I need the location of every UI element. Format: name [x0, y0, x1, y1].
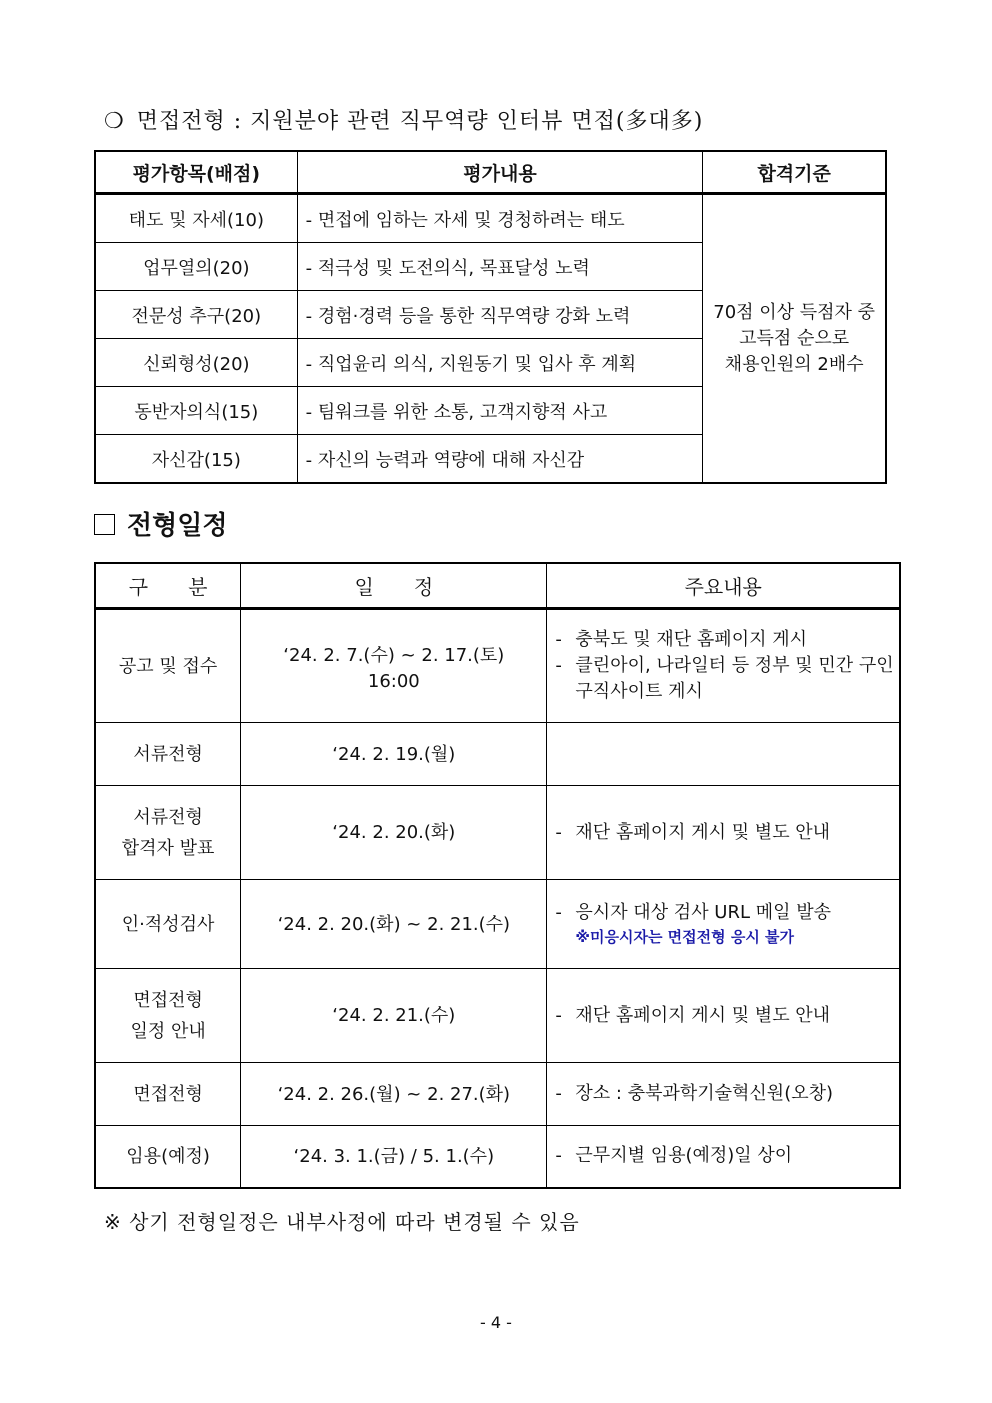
- table-header-row: [95, 151, 886, 194]
- detail-item: [555, 627, 899, 653]
- pass-criteria-cell: [703, 194, 886, 484]
- schedule-footnote: ※ 상기 전형일정은 내부사정에 따라 변경될 수 있음: [104, 1210, 580, 1234]
- eval-content-cell: - 직업윤리 의식, 지원동기 및 입사 후 계획: [297, 339, 703, 387]
- detail-item: [555, 1143, 899, 1169]
- details-cell: [547, 969, 900, 1063]
- date-cell: [241, 1126, 547, 1188]
- detail-item: [555, 900, 899, 926]
- stage-line: 서류전형: [133, 743, 203, 765]
- dash-bullet: -: [555, 902, 562, 923]
- table-header-row: [95, 563, 900, 609]
- detail-text: 장소 : 충북과학기술혁신원(오창): [575, 1083, 834, 1104]
- date-line: ‘24. 2. 7.(수) ~ 2. 17.(토): [283, 644, 505, 666]
- detail-item: [555, 1003, 899, 1029]
- date-cell: [241, 723, 547, 786]
- eval-content-cell: - 경험·경력 등을 통한 직무역량 강화 노력: [297, 291, 703, 339]
- date-line: ‘24. 2. 21.(수): [332, 1005, 456, 1026]
- details-cell: [547, 786, 900, 880]
- details-cell: [547, 723, 900, 786]
- stage-line: 일정 안내: [130, 1020, 206, 1042]
- details-cell: [547, 1126, 900, 1188]
- details-cell: [547, 609, 900, 723]
- eval-item-cell: 자신감(15): [95, 435, 297, 484]
- eval-content-cell: - 자신의 능력과 역량에 대해 자신감: [297, 435, 703, 484]
- date-cell: [241, 969, 547, 1063]
- eval-item-cell: 신뢰형성(20): [95, 339, 297, 387]
- table-row: [95, 1063, 900, 1126]
- stage-cell: [95, 880, 241, 969]
- header-details: 주요내용: [547, 563, 900, 609]
- eval-item-cell: 업무열의(20): [95, 243, 297, 291]
- detail-text: 클린아이, 나라일터 등 정부 및 민간 구인구직사이트 게시: [575, 655, 894, 702]
- detail-item: [555, 653, 899, 705]
- stage-cell: [95, 723, 241, 786]
- header-date: 일 정: [241, 563, 547, 609]
- eval-item-cell: 태도 및 자세(10): [95, 194, 297, 243]
- stage-cell: [95, 969, 241, 1063]
- detail-text: 충북도 및 재단 홈페이지 게시: [575, 629, 807, 650]
- header-stage: 구 분: [95, 563, 241, 609]
- dash-bullet: -: [555, 655, 562, 676]
- stage-line: 공고 및 접수: [118, 655, 218, 677]
- detail-text: 재단 홈페이지 게시 및 별도 안내: [575, 1004, 831, 1026]
- schedule-table: [94, 562, 901, 1189]
- stage-line: 임용(예정): [126, 1145, 210, 1167]
- schedule-heading-text: 전형일정: [127, 511, 228, 541]
- table-row: [95, 880, 900, 969]
- interview-evaluation-table: [94, 150, 887, 484]
- header-eval-content: 평가내용: [297, 151, 703, 194]
- detail-item: [555, 820, 899, 846]
- pass-criteria-line: 70점 이상 득점자 중: [713, 301, 876, 323]
- table-row: [95, 194, 886, 243]
- stage-line: 면접전형: [133, 1083, 203, 1105]
- circle-bullet-icon: ❍: [104, 109, 125, 134]
- table-row: [95, 1126, 900, 1188]
- date-line: ‘24. 2. 20.(화) ~ 2. 21.(수): [277, 913, 511, 935]
- dash-bullet: -: [555, 1083, 562, 1104]
- date-cell: [241, 786, 547, 880]
- detail-text: 근무지별 임용(예정)일 상이: [575, 1145, 793, 1167]
- date-cell: [241, 609, 547, 723]
- details-cell: [547, 1063, 900, 1126]
- dash-bullet: -: [555, 821, 562, 843]
- table-row: [95, 609, 900, 723]
- table-row: [95, 969, 900, 1063]
- table-row: [95, 723, 900, 786]
- detail-note: ※미응시자는 면접전형 응시 불가: [575, 928, 795, 946]
- stage-cell: [95, 786, 241, 880]
- interview-heading: [104, 104, 703, 135]
- square-bullet-icon: [94, 514, 115, 535]
- dash-bullet: -: [555, 1145, 562, 1167]
- header-eval-item: 평가항목(배점): [95, 151, 297, 194]
- stage-cell: [95, 1126, 241, 1188]
- pass-criteria-line: 채용인원의 2배수: [724, 353, 864, 375]
- interview-heading-text: 면접전형 : 지원분야 관련 직무역량 인터뷰 면접(多대多): [136, 109, 704, 134]
- detail-item: [555, 1081, 899, 1107]
- date-line: ‘24. 2. 19.(월): [332, 743, 456, 765]
- detail-text: 응시자 대상 검사 URL 메일 발송: [575, 902, 832, 923]
- stage-line: 인·적성검사: [121, 913, 215, 935]
- stage-line: 서류전형: [133, 806, 203, 828]
- header-pass-criteria: 합격기준: [703, 151, 886, 194]
- pass-criteria-line: 고득점 순으로: [739, 327, 850, 349]
- date-line: ‘24. 2. 26.(월) ~ 2. 27.(화): [277, 1083, 511, 1105]
- stage-line: 면접전형: [133, 989, 203, 1011]
- eval-content-cell: - 적극성 및 도전의식, 목표달성 노력: [297, 243, 703, 291]
- eval-content-cell: - 면접에 임하는 자세 및 경청하려는 태도: [297, 194, 703, 243]
- date-cell: [241, 1063, 547, 1126]
- page-number: - 4 -: [480, 1313, 512, 1332]
- eval-content-cell: - 팀워크를 위한 소통, 고객지향적 사고: [297, 387, 703, 435]
- details-cell: [547, 880, 900, 969]
- date-line: ‘24. 3. 1.(금) / 5. 1.(수): [293, 1145, 495, 1167]
- stage-line: 합격자 발표: [121, 837, 215, 859]
- date-line: ‘24. 2. 20.(화): [332, 822, 456, 843]
- dash-bullet: -: [555, 629, 562, 650]
- eval-item-cell: 전문성 추구(20): [95, 291, 297, 339]
- date-line: 16:00: [367, 670, 420, 692]
- detail-text: 재단 홈페이지 게시 및 별도 안내: [575, 821, 831, 843]
- stage-cell: [95, 1063, 241, 1126]
- eval-item-cell: 동반자의식(15): [95, 387, 297, 435]
- date-cell: [241, 880, 547, 969]
- dash-bullet: -: [555, 1004, 562, 1026]
- table-row: [95, 786, 900, 880]
- schedule-section-heading: [94, 505, 227, 542]
- stage-cell: [95, 609, 241, 723]
